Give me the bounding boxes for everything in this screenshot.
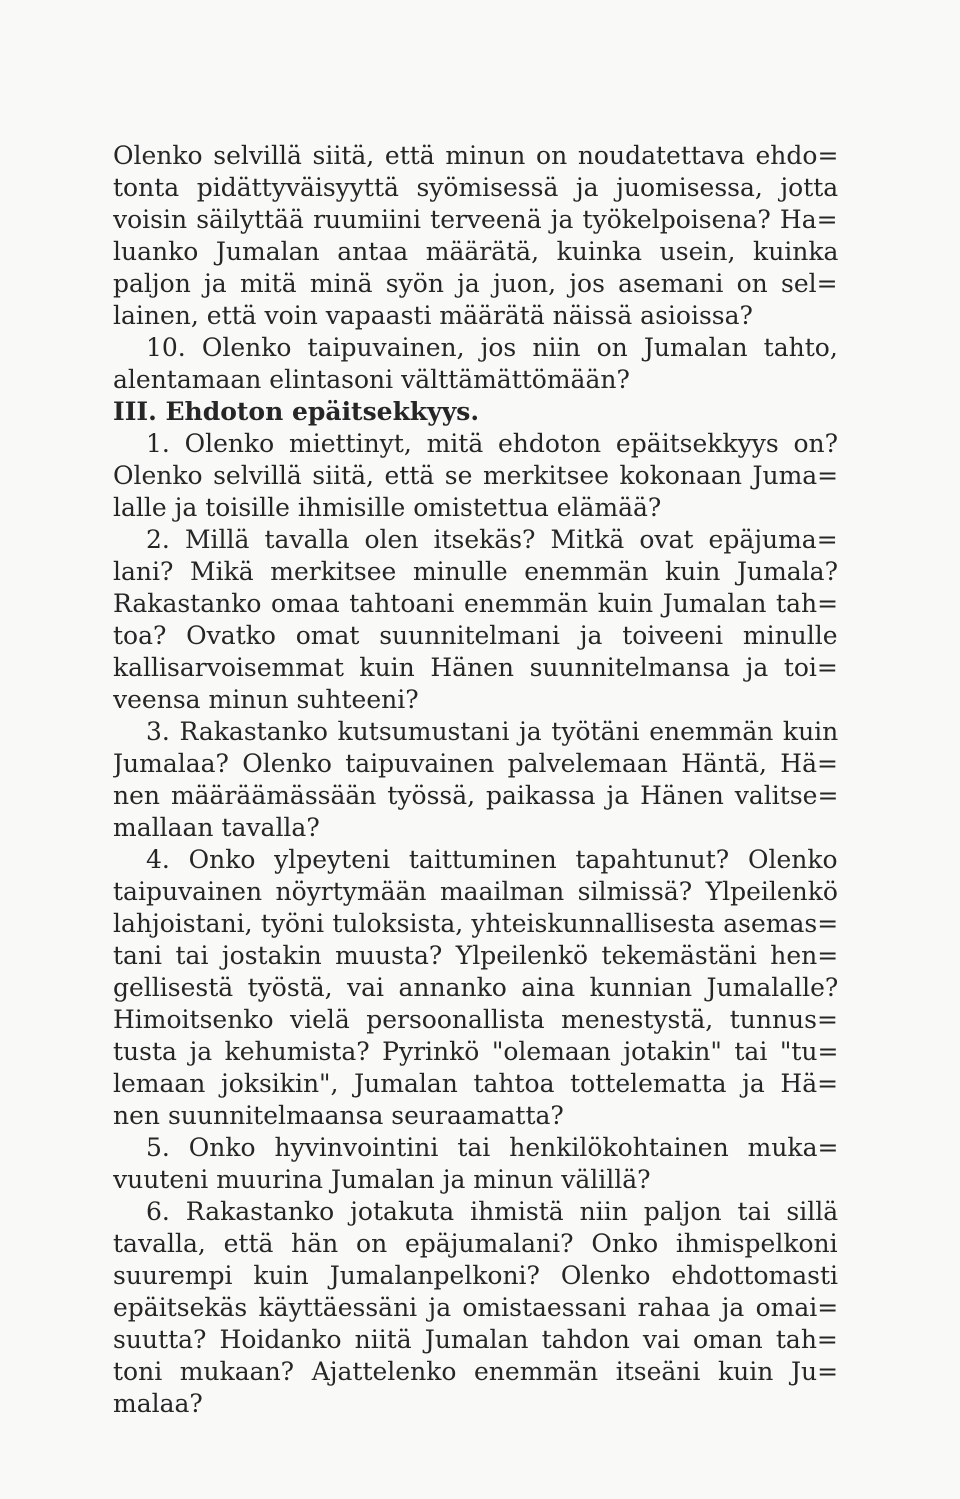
text-line: 5. Onko hyvinvointini tai henkilökohtainen muka=	[146, 1133, 838, 1162]
text-line: 2. Millä tavalla olen itsekäs? Mitkä ovat epäjuma=	[146, 525, 838, 554]
text-line: tavalla, että hän on epäjumalani? Onko ihmispelkoni	[113, 1229, 838, 1258]
text-line: tonta pidättyväisyyttä syömisessä ja juomisessa, jotta	[113, 173, 838, 202]
text-line: mallaan tavalla?	[113, 813, 320, 842]
text-line: Jumalaa? Olenko taipuvainen palvelemaan Häntä, Hä=	[113, 749, 838, 778]
text-line: lainen, että voin vapaasti määrätä näissä asioissa?	[113, 301, 753, 330]
text-line: malaa?	[113, 1389, 203, 1418]
text-line: kallisarvoisemmat kuin Hänen suunnitelmansa ja toi=	[113, 653, 838, 682]
page-text	[113, 140, 838, 1420]
text-line: Olenko selvillä siitä, että se merkitsee kokonaan Juma=	[113, 461, 838, 490]
text-line: luanko Jumalan antaa määrätä, kuinka usein, kuinka	[113, 237, 838, 266]
text-line: alentamaan elintasoni välttämättömään?	[113, 365, 630, 394]
text-line: Himoitsenko vielä persoonallista menestystä, tunnus=	[113, 1005, 838, 1034]
text-line: taipuvainen nöyrtymään maailman silmissä? Ylpeilenkö	[113, 877, 838, 906]
text-line: lahjoistani, työni tuloksista, yhteiskunnallisesta asemas=	[113, 909, 838, 938]
text-line: Rakastanko omaa tahtoani enemmän kuin Jumalan tah=	[113, 589, 838, 618]
section-heading: III. Ehdoton epäitsekkyys.	[113, 397, 480, 426]
text-line: suutta? Hoidanko niitä Jumalan tahdon vai oman tah=	[113, 1325, 838, 1354]
text-line: nen suunnitelmaansa seuraamatta?	[113, 1101, 564, 1130]
text-line: 3. Rakastanko kutsumustani ja työtäni enemmän kuin	[146, 717, 838, 746]
text-line: toa? Ovatko omat suunnitelmani ja toiveeni minulle	[113, 621, 838, 650]
text-line: nen määräämässään työssä, paikassa ja Hänen valitse=	[113, 781, 838, 810]
text-line: suurempi kuin Jumalanpelkoni? Olenko ehdottomasti	[113, 1261, 838, 1290]
text-line: paljon ja mitä minä syön ja juon, jos asemani on sel=	[113, 269, 838, 298]
text-line: vuuteni muurina Jumalan ja minun välillä?	[113, 1165, 651, 1194]
text-line: gellisestä työstä, vai annanko aina kunnian Jumalalle?	[113, 973, 838, 1002]
text-line: lemaan joksikin", Jumalan tahtoa tottelematta ja Hä=	[113, 1069, 838, 1098]
text-line: Olenko selvillä siitä, että minun on noudatettava ehdo=	[113, 141, 838, 170]
text-line: toni mukaan? Ajattelenko enemmän itseäni kuin Ju=	[113, 1357, 838, 1386]
text-line: 4. Onko ylpeyteni taittuminen tapahtunut? Olenko	[146, 845, 838, 874]
text-line: lani? Mikä merkitsee minulle enemmän kuin Jumala?	[113, 557, 838, 586]
text-line: 6. Rakastanko jotakuta ihmistä niin paljon tai sillä	[146, 1197, 838, 1226]
text-line: 1. Olenko miettinyt, mitä ehdoton epäitsekkyys on?	[146, 429, 838, 458]
text-line: tani tai jostakin muusta? Ylpeilenkö tekemästäni hen=	[113, 941, 838, 970]
text-line: voisin säilyttää ruumiini terveenä ja työkelpoisena? Ha=	[113, 205, 838, 234]
text-line: lalle ja toisille ihmisille omistettua elämää?	[113, 493, 662, 522]
text-line: epäitsekäs käyttäessäni ja omistaessani rahaa ja omai=	[113, 1293, 838, 1322]
text-line: 10. Olenko taipuvainen, jos niin on Jumalan tahto,	[146, 333, 838, 362]
text-line: veensa minun suhteeni?	[113, 685, 419, 714]
text-line: tusta ja kehumista? Pyrinkö "olemaan jotakin" tai "tu=	[113, 1037, 838, 1066]
